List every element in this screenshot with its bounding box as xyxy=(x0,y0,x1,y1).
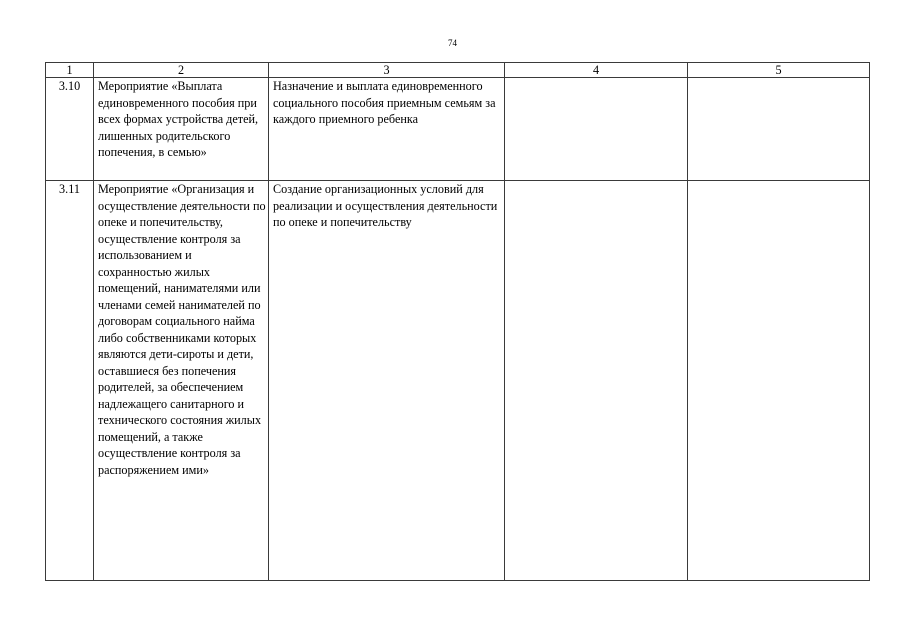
event-description-cell: Создание организационных условий для реализации и осуществления деятельности по опеке и попечительству xyxy=(269,181,505,581)
column-4-cell xyxy=(505,181,688,581)
row-number-cell: 3.10 xyxy=(46,78,94,181)
column-header-2: 2 xyxy=(94,63,269,78)
table-header-row xyxy=(46,63,870,78)
column-5-cell xyxy=(688,181,870,581)
measures-table xyxy=(45,62,870,581)
event-name-cell: Мероприятие «Организация и осуществление деятельности по опеке и попечительству, осуществление контроля за использованием и сохранностью жилых помещений, нанимателями или членами семей нанимателей по договорам социального найма либо собственниками которых являются дети-сироты и дети, оставшиеся без попечения родителей, за обеспечением надлежащего санитарного и технического состояния жилых помещений, а также осуществление контроля за распоряжением ими» xyxy=(94,181,269,581)
column-header-1: 1 xyxy=(46,63,94,78)
page-number: 74 xyxy=(448,38,457,48)
table-row xyxy=(46,78,870,181)
event-name-cell: Мероприятие «Выплата единовременного пособия при всех формах устройства детей, лишенных родительского попечения, в семью» xyxy=(94,78,269,181)
column-header-3: 3 xyxy=(269,63,505,78)
table-row xyxy=(46,181,870,581)
event-description-cell: Назначение и выплата единовременного социального пособия приемным семьям за каждого приемного ребенка xyxy=(269,78,505,181)
column-header-4: 4 xyxy=(505,63,688,78)
row-number-cell: 3.11 xyxy=(46,181,94,581)
column-5-cell xyxy=(688,78,870,181)
column-4-cell xyxy=(505,78,688,181)
column-header-5: 5 xyxy=(688,63,870,78)
